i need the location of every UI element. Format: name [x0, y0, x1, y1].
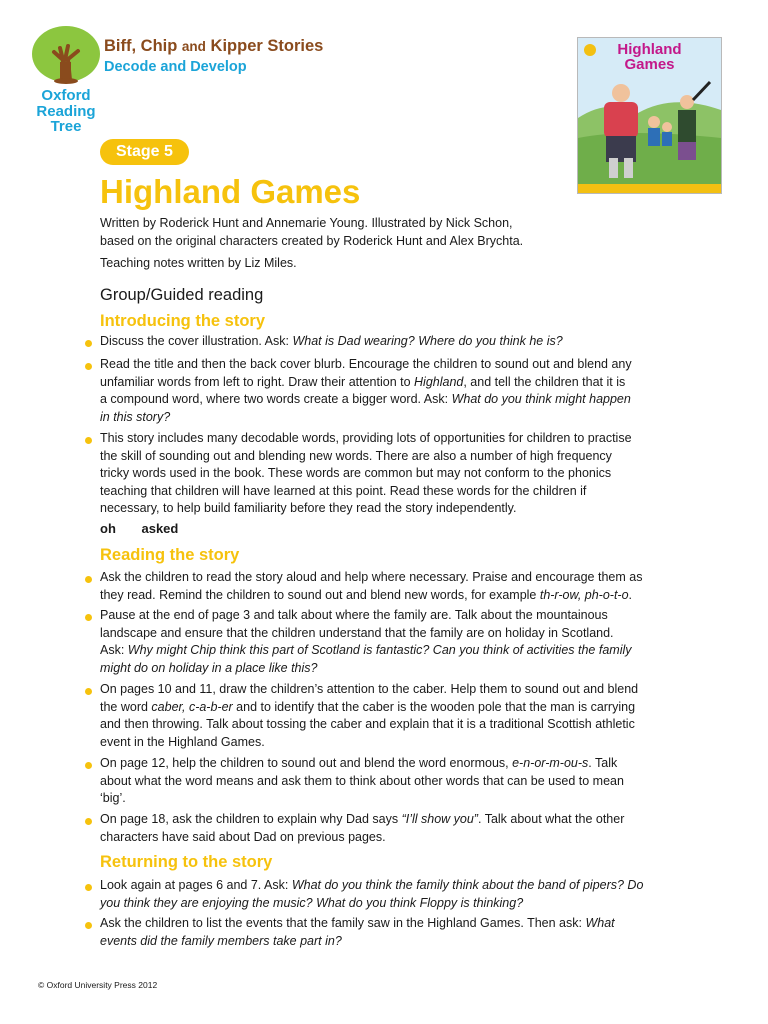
bullet-dot [85, 762, 92, 769]
bullet-item: Pause at the end of page 3 and talk about where the family are. Talk about the mountainous landscape and ensure that the children understand that the family are on holiday in Scotland. Ask: Why might Chip think this part of Scotland is fantastic? Can you think of activities the family might do on holiday in a place like this? [100, 608, 632, 675]
bullet-item: This story includes many decodable words, providing lots of opportunities for children to practise the skill of sounding out and blending new words. There are also a number of high frequency tricky words used in the book. These words are common but may not conform to the phonics teaching that children will have learned at this point. Read these words for the children if necessary, to help build familiarity before they read the story independently. [100, 431, 632, 515]
section-heading-returning: Returning to the story [100, 853, 273, 871]
bullet-item: Discuss the cover illustration. Ask: What is Dad wearing? Where do you think he is? [100, 334, 563, 348]
cover-title: Highland Games [617, 41, 682, 73]
group-guided-heading: Group/Guided reading [100, 286, 264, 304]
section-heading-reading: Reading the story [100, 546, 240, 564]
copyright-notice: © Oxford University Press 2012 [38, 980, 158, 990]
bullet-dot [85, 576, 92, 583]
logo-line-oxford: Oxford [41, 87, 91, 104]
bullet-dot [85, 363, 92, 370]
bullet-dot [85, 340, 92, 347]
oxford-reading-tree-logo [30, 24, 102, 84]
bullet-item: Read the title and then the back cover blurb. Encourage the children to sound out and blend any unfamiliar words from left to right. Draw their attention to Highland, and tell the children that it is a compound word, where two words create a bigger word. Ask: What do you think might happen in this story? [100, 357, 632, 424]
bullet-dot [85, 437, 92, 444]
logo-line-tree: Tree [50, 118, 82, 135]
page-title: Highland Games [100, 173, 361, 210]
series-title: Biff, Chip and Kipper Stories [104, 37, 324, 55]
teaching-notes-credit: Teaching notes written by Liz Miles. [100, 256, 297, 270]
bullet-dot [85, 922, 92, 929]
series-subtitle: Decode and Develop [104, 59, 247, 75]
stage-badge: Stage 5 [100, 139, 189, 165]
section-heading-introducing: Introducing the story [100, 312, 265, 330]
logo-line-reading: Reading [36, 102, 96, 120]
cover-footer-strip [578, 184, 721, 193]
bullet-item: Ask the children to list the events that the family saw in the Highland Games. Then ask: What events did the family members take part in? [100, 916, 615, 948]
bullet-item: Ask the children to read the story aloud and help where necessary. Praise and encourage them as they read. Remind the children to sound out and blend new words, for example th-r-ow, ph-o-t-o. [100, 570, 643, 602]
oxford-reading-tree-wordmark [14, 88, 118, 135]
credits-line: Written by Roderick Hunt and Annemarie Young. Illustrated by Nick Schon, [100, 216, 513, 230]
bullet-item: On page 18, ask the children to explain why Dad says “I’ll show you”. Talk about what the other characters have said about Dad on previous pages. [100, 812, 625, 844]
book-cover-image [577, 37, 722, 194]
tricky-words-list: oh asked [100, 521, 179, 536]
bullet-item: On page 12, help the children to sound out and blend the word enormous, e-n-or-m-ou-s. Talk about what the word means and ask them to think about other words that can be used to mean ‘big’. [100, 756, 624, 805]
bullet-item: On pages 10 and 11, draw the children’s attention to the caber. Help them to sound out and blend the word caber, c-a-b-er and to identify that the caber is the wooden pole that the man is carrying and then throwing. Talk about tossing the caber and explain that it is a traditional Scottish athletic event in the Highland Games. [100, 682, 639, 749]
bullet-dot [85, 688, 92, 695]
credits-line: based on the original characters created by Roderick Hunt and Alex Brychta. [100, 234, 524, 248]
bullet-item: Look again at pages 6 and 7. Ask: What do you think the family think about the band of pipers? Do you think they are enjoying the music? What do you think Floppy is thinking? [100, 878, 644, 910]
bullet-dot [85, 818, 92, 825]
bullet-dot [85, 884, 92, 891]
bullet-dot [85, 614, 92, 621]
